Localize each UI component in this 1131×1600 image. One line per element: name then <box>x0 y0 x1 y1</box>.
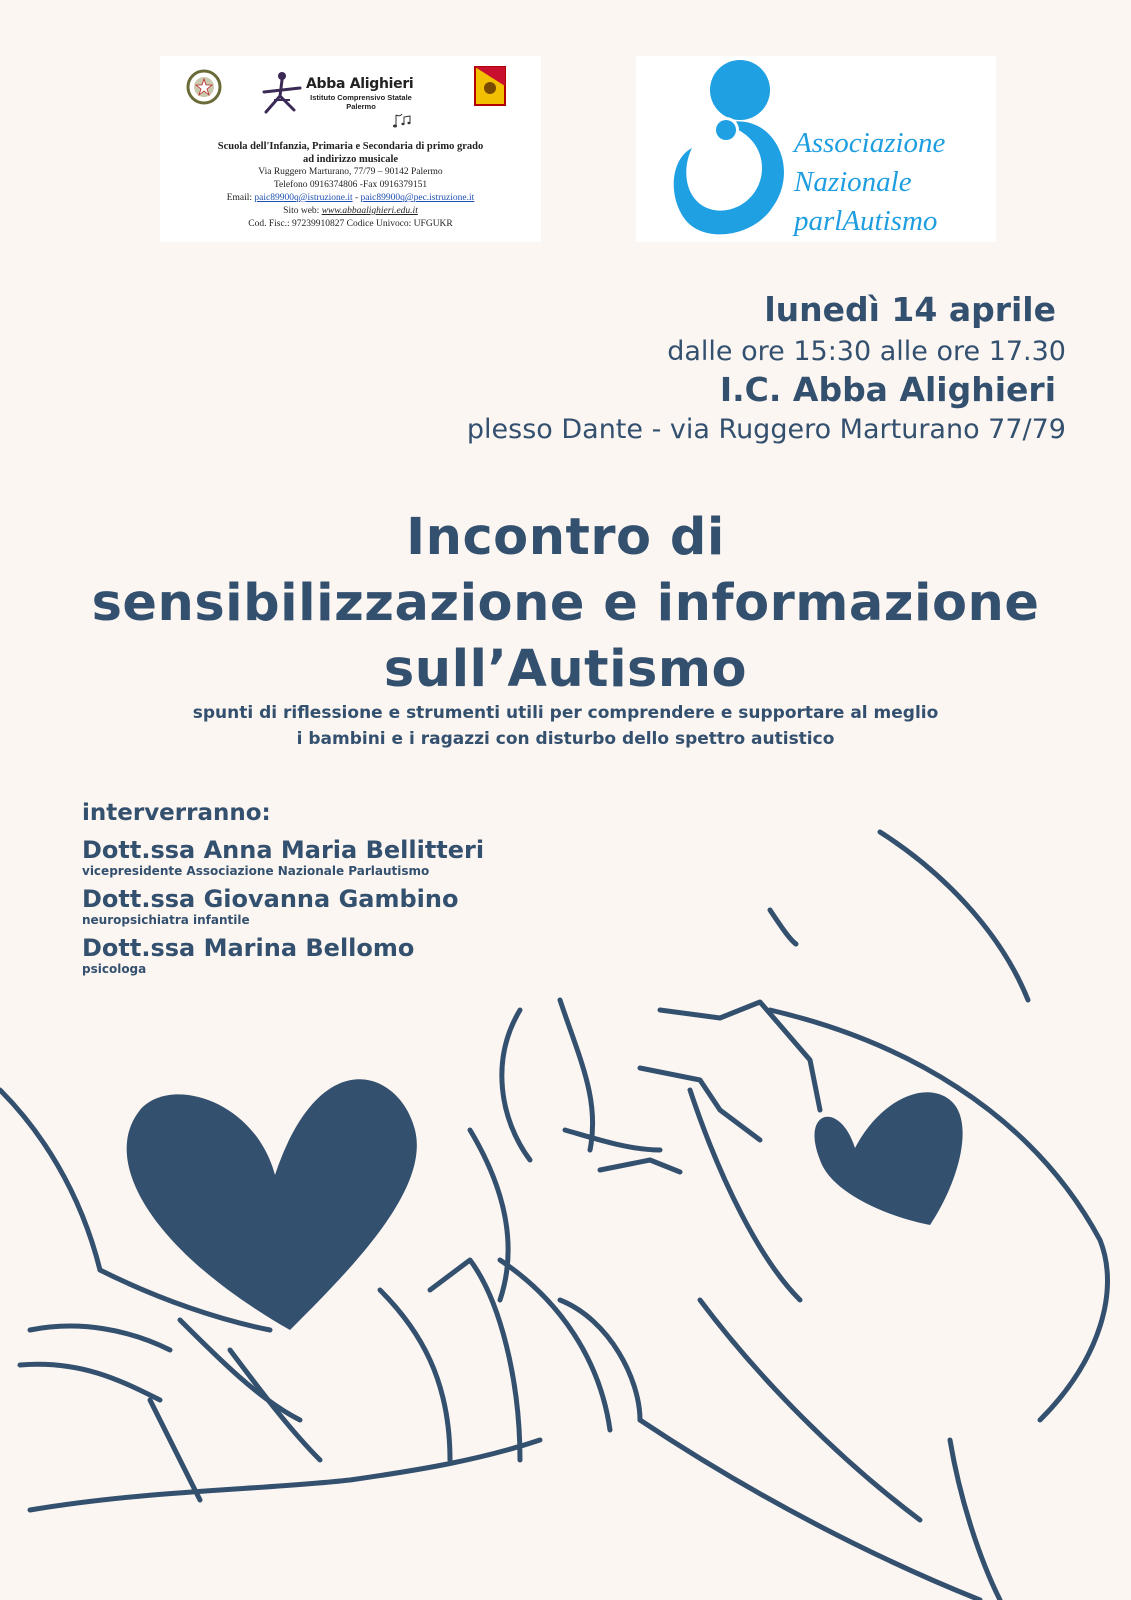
email-separator: - <box>352 193 361 203</box>
parlautismo-mother-child-logo-icon <box>662 58 792 242</box>
sicily-region-emblem-icon <box>474 66 506 106</box>
speaker-role: neuropsichiatra infantile <box>82 913 250 927</box>
school-logo-subtitle: Istituto Comprensivo Statale Palermo <box>310 93 412 111</box>
website-link[interactable]: www.abbaalighieri.edu.it <box>321 206 418 216</box>
school-address: Via Ruggero Marturano, 77/79 – 90142 Palermo <box>258 167 443 177</box>
association-logo-box <box>636 56 996 242</box>
speaker-name: Dott.ssa Giovanna Gambino <box>82 885 459 913</box>
pec-email-link[interactable]: paic89900q@pec.istruzione.it <box>360 193 475 203</box>
music-notes-icon <box>392 112 414 128</box>
event-subtitle <box>0 700 1131 752</box>
large-heart-icon <box>127 1079 417 1330</box>
title-line-3: sull’Autismo <box>383 640 748 699</box>
speaker-item <box>82 885 642 927</box>
speaker-role: psicologa <box>82 962 147 976</box>
abba-alighieri-logo-icon <box>260 70 304 116</box>
event-venue-address: plesso Dante - via Ruggero Marturano 77/79 <box>466 414 1066 445</box>
event-date: lunedì 14 aprile <box>764 290 1056 329</box>
school-emails <box>160 192 541 205</box>
website-label: Sito web: <box>283 206 322 216</box>
email-link[interactable]: paic89900q@istruzione.it <box>254 193 353 203</box>
school-logo-name: Abba Alighieri <box>306 76 414 92</box>
email-label: Email: <box>226 193 253 203</box>
subtitle-line-2: i bambini e i ragazzi con disturbo dello spettro autistico <box>296 729 835 749</box>
association-name-line-1: Associazione <box>794 127 946 159</box>
school-type-line: Scuola dell'Infanzia, Primaria e Secondaria di primo grado <box>217 141 484 152</box>
school-fiscal-code: Cod. Fisc.: 97239910827 Codice Univoco: UFGUKR <box>248 219 453 229</box>
speaker-name: Dott.ssa Anna Maria Bellitteri <box>82 836 485 864</box>
association-name-line-2: Nazionale <box>794 166 912 198</box>
small-heart-icon <box>815 1092 963 1225</box>
event-title <box>0 505 1131 703</box>
subtitle-line-1: spunti di riflessione e strumenti utili per comprendere e supportare al meglio <box>192 703 939 723</box>
speaker-item <box>82 836 642 878</box>
title-line-2: sensibilizzazione e informazione <box>91 574 1040 633</box>
speaker-item <box>82 934 642 976</box>
speaker-name: Dott.ssa Marina Bellomo <box>82 934 415 962</box>
title-line-1: Incontro di <box>406 508 725 567</box>
italian-republic-emblem-icon <box>184 67 224 107</box>
school-header-box <box>160 56 541 242</box>
school-website <box>160 205 541 218</box>
association-name <box>794 124 994 241</box>
school-contact-info <box>160 140 541 231</box>
speakers-heading: interverranno: <box>82 800 271 826</box>
association-name-line-3: parlAutismo <box>794 205 938 237</box>
school-music-line: ad indirizzo musicale <box>302 154 399 165</box>
speaker-role: vicepresidente Associazione Nazionale Parlautismo <box>82 864 430 878</box>
school-phone: Telefono 0916374806 -Fax 0916379151 <box>273 180 428 190</box>
event-time: dalle ore 15:30 alle ore 17.30 <box>667 336 1066 367</box>
speakers-section <box>82 800 642 983</box>
event-venue-school: I.C. Abba Alighieri <box>719 370 1056 409</box>
